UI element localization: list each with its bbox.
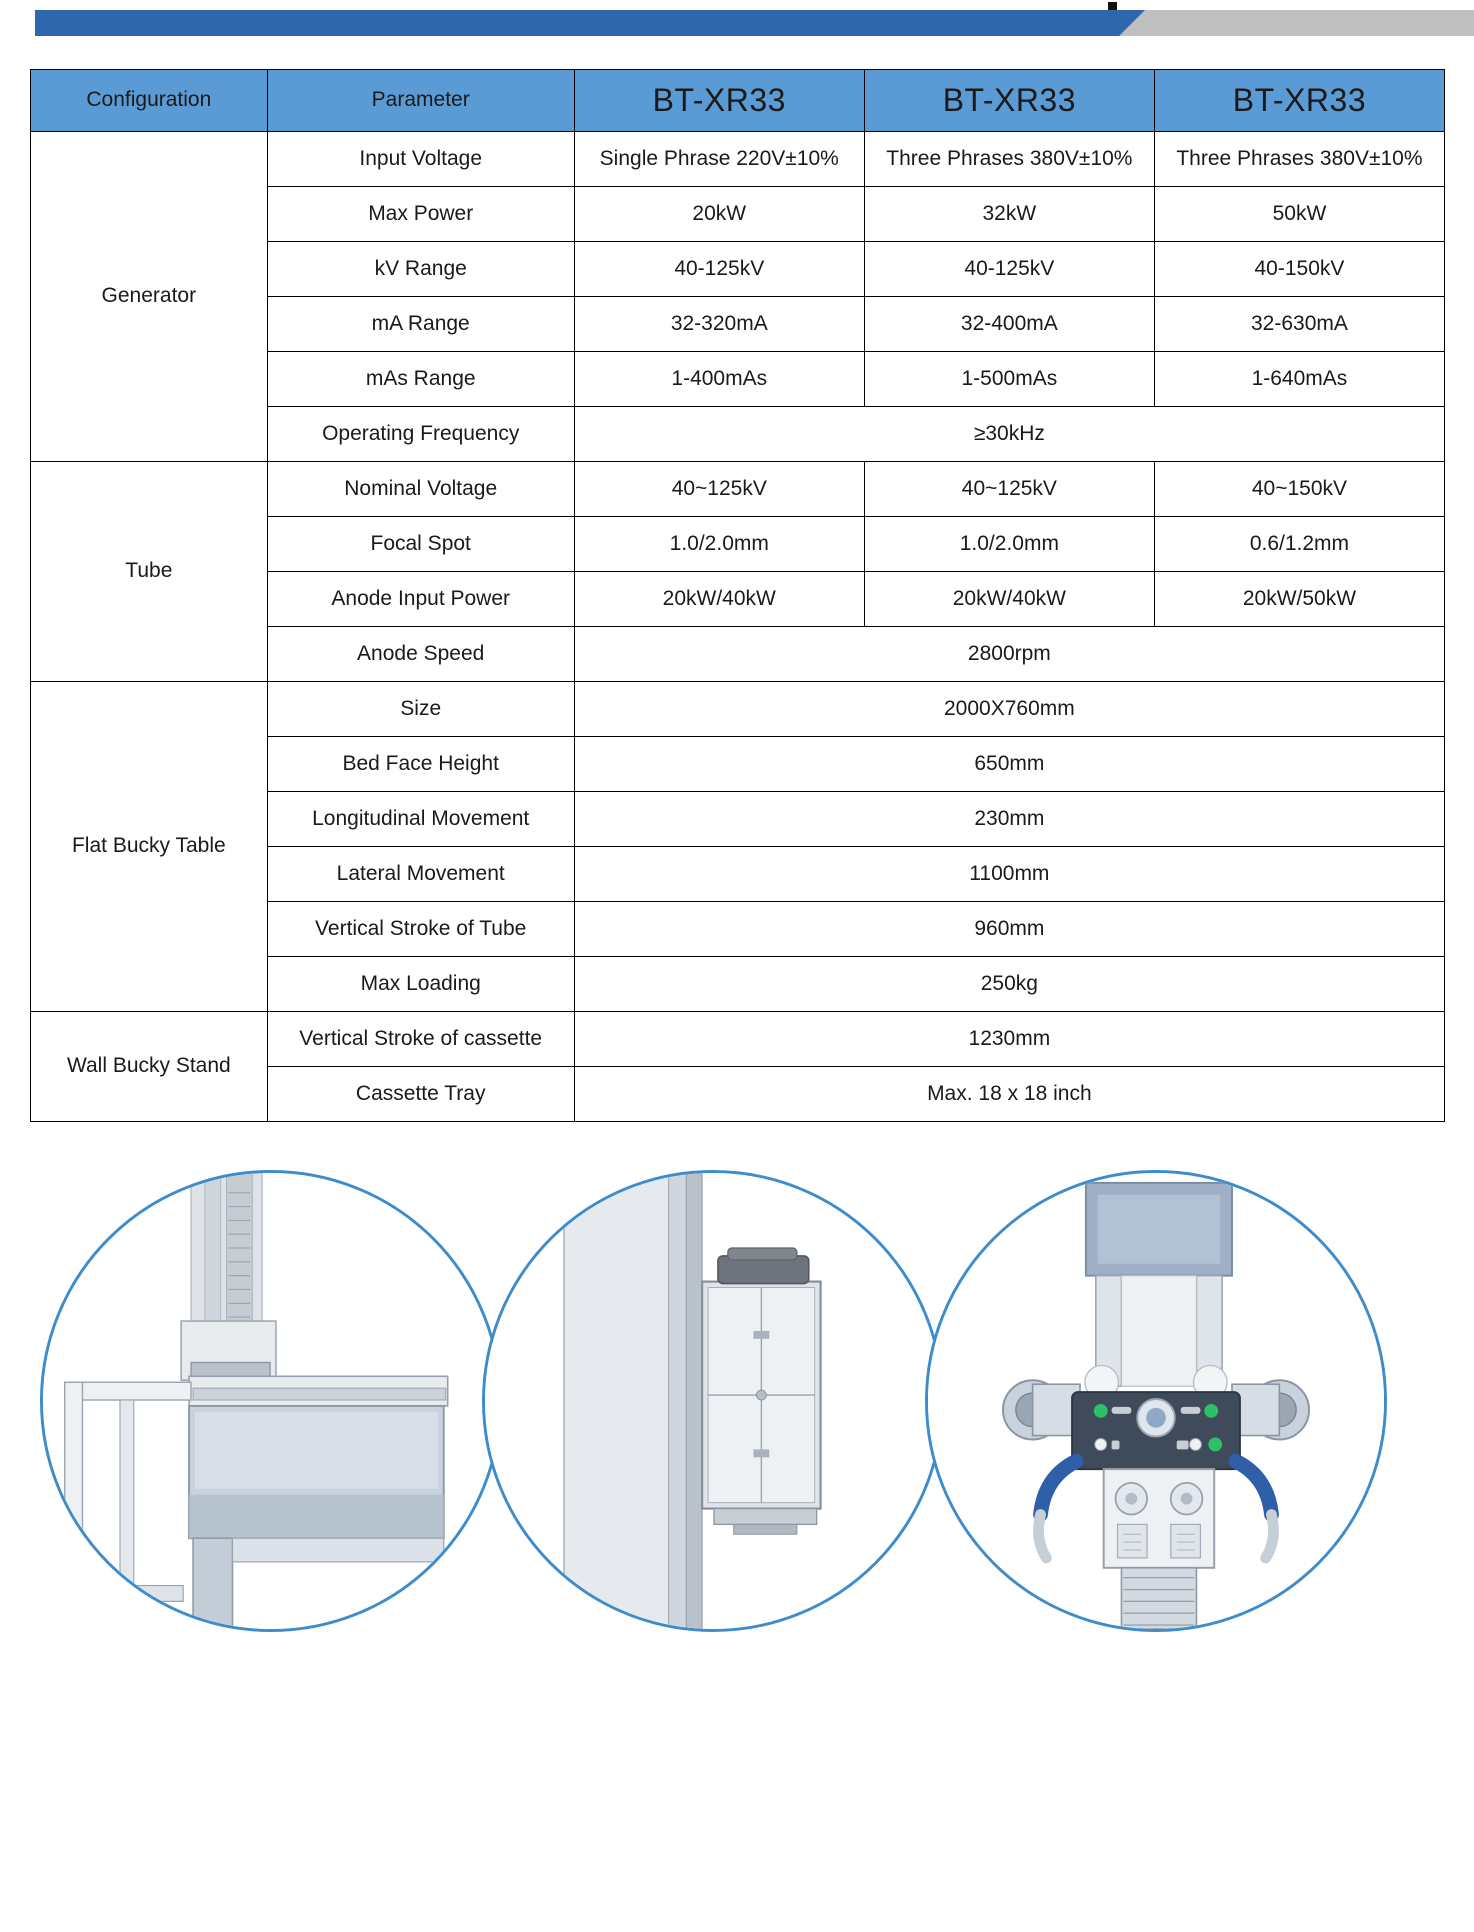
param-nominal-voltage: Nominal Voltage bbox=[267, 462, 574, 517]
value-input-voltage-2: Three Phrases 380V±10% bbox=[864, 132, 1154, 187]
param-bed-face-height: Bed Face Height bbox=[267, 737, 574, 792]
value-size: 2000X760mm bbox=[574, 682, 1444, 737]
value-focal-spot-2: 1.0/2.0mm bbox=[864, 517, 1154, 572]
value-focal-spot-1: 1.0/2.0mm bbox=[574, 517, 864, 572]
param-mas-range: mAs Range bbox=[267, 352, 574, 407]
value-longitudinal-movement: 230mm bbox=[574, 792, 1444, 847]
value-input-voltage-1: Single Phrase 220V±10% bbox=[574, 132, 864, 187]
group-wall-bucky-stand: Wall Bucky Stand bbox=[31, 1012, 268, 1122]
param-max-loading: Max Loading bbox=[267, 957, 574, 1012]
group-generator: Generator bbox=[31, 132, 268, 462]
param-vertical-stroke-of-cassette: Vertical Stroke of cassette bbox=[267, 1012, 574, 1067]
value-mas-range-3: 1-640mAs bbox=[1154, 352, 1444, 407]
param-ma-range: mA Range bbox=[267, 297, 574, 352]
value-anode-input-power-2: 20kW/40kW bbox=[864, 572, 1154, 627]
table-row bbox=[31, 132, 1445, 187]
value-max-power-2: 32kW bbox=[864, 187, 1154, 242]
header-banner bbox=[0, 10, 1474, 46]
group-flat-bucky-table: Flat Bucky Table bbox=[31, 682, 268, 1012]
value-cassette-tray: Max. 18 x 18 inch bbox=[574, 1067, 1444, 1122]
banner-tick-mark bbox=[1108, 2, 1117, 10]
param-max-power: Max Power bbox=[267, 187, 574, 242]
param-longitudinal-movement: Longitudinal Movement bbox=[267, 792, 574, 847]
value-nominal-voltage-1: 40~125kV bbox=[574, 462, 864, 517]
value-max-power-1: 20kW bbox=[574, 187, 864, 242]
value-nominal-voltage-2: 40~125kV bbox=[864, 462, 1154, 517]
tube-head-console-photo bbox=[925, 1170, 1387, 1632]
value-anode-input-power-3: 20kW/50kW bbox=[1154, 572, 1444, 627]
group-tube: Tube bbox=[31, 462, 268, 682]
table-row bbox=[31, 682, 1445, 737]
banner-blue-bar bbox=[35, 10, 1145, 36]
value-bed-face-height: 650mm bbox=[574, 737, 1444, 792]
param-vertical-stroke-of-tube: Vertical Stroke of Tube bbox=[267, 902, 574, 957]
table-row bbox=[31, 1012, 1445, 1067]
value-mas-range-2: 1-500mAs bbox=[864, 352, 1154, 407]
value-anode-speed: 2800rpm bbox=[574, 627, 1444, 682]
param-kv-range: kV Range bbox=[267, 242, 574, 297]
header-parameter: Parameter bbox=[267, 70, 574, 132]
header-configuration: Configuration bbox=[31, 70, 268, 132]
value-kv-range-3: 40-150kV bbox=[1154, 242, 1444, 297]
value-operating-frequency: ≥30kHz bbox=[574, 407, 1444, 462]
value-mas-range-1: 1-400mAs bbox=[574, 352, 864, 407]
param-anode-input-power: Anode Input Power bbox=[267, 572, 574, 627]
specification-table bbox=[30, 69, 1445, 1122]
param-cassette-tray: Cassette Tray bbox=[267, 1067, 574, 1122]
header-model-1: BT-XR33 bbox=[574, 70, 864, 132]
header-model-3: BT-XR33 bbox=[1154, 70, 1444, 132]
value-kv-range-1: 40-125kV bbox=[574, 242, 864, 297]
value-vertical-stroke-of-cassette: 1230mm bbox=[574, 1012, 1444, 1067]
value-input-voltage-3: Three Phrases 380V±10% bbox=[1154, 132, 1444, 187]
table-row bbox=[31, 462, 1445, 517]
value-anode-input-power-1: 20kW/40kW bbox=[574, 572, 864, 627]
table-header-row bbox=[31, 70, 1445, 132]
header-model-2: BT-XR33 bbox=[864, 70, 1154, 132]
wall-bucky-stand-photo bbox=[482, 1170, 944, 1632]
value-max-power-3: 50kW bbox=[1154, 187, 1444, 242]
flat-bucky-table-photo bbox=[40, 1170, 502, 1632]
param-focal-spot: Focal Spot bbox=[267, 517, 574, 572]
value-ma-range-2: 32-400mA bbox=[864, 297, 1154, 352]
value-lateral-movement: 1100mm bbox=[574, 847, 1444, 902]
value-max-loading: 250kg bbox=[574, 957, 1444, 1012]
param-input-voltage: Input Voltage bbox=[267, 132, 574, 187]
product-photo-row bbox=[0, 1150, 1474, 1932]
param-lateral-movement: Lateral Movement bbox=[267, 847, 574, 902]
value-vertical-stroke-of-tube: 960mm bbox=[574, 902, 1444, 957]
param-size: Size bbox=[267, 682, 574, 737]
value-ma-range-1: 32-320mA bbox=[574, 297, 864, 352]
value-kv-range-2: 40-125kV bbox=[864, 242, 1154, 297]
value-nominal-voltage-3: 40~150kV bbox=[1154, 462, 1444, 517]
value-focal-spot-3: 0.6/1.2mm bbox=[1154, 517, 1444, 572]
value-ma-range-3: 32-630mA bbox=[1154, 297, 1444, 352]
param-anode-speed: Anode Speed bbox=[267, 627, 574, 682]
param-operating-frequency: Operating Frequency bbox=[267, 407, 574, 462]
